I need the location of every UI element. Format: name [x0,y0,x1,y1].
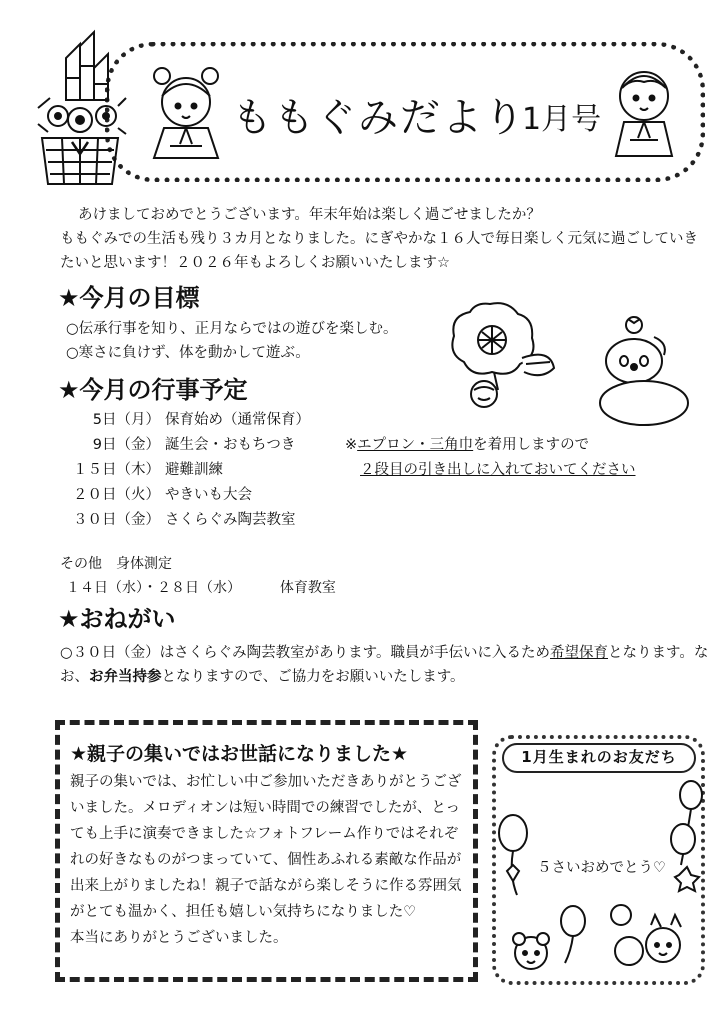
goal-item: ○伝承行事を知り、正月ならではの遊びを楽しむ。 [66,321,398,337]
newsletter-title: ももぐみだより [232,95,526,141]
other-label: その他 身体測定 [60,556,172,572]
camellia-illustration [442,298,557,410]
request-heading: ★おねがい [58,605,176,633]
thanks-body-text: 親子の集いでは、お忙しい中ご参加いただきありがとうございました。メロディオンは短い時間での練習でしたが、とっても上手に演奏できました☆フォトフレーム作りではそれぞれの好きなものがつまっていて、個性あふれる素敵な作品が出来上がりましたね！親子で話ながら楽しそうに作る雰囲気がとても温かく、担任も嬉しい気持ちになりました♡ [70,774,462,920]
schedule-date: ２０日（火） [73,487,160,503]
goal-item: ○寒さに負けず、体を動かして遊ぶ。 [66,345,310,361]
goals-heading: ★今月の目標 [58,284,200,312]
apron-note [345,433,589,454]
other-dates [66,577,336,597]
request-part-2: となります。なお、 [60,645,709,685]
schedule-date: ３０日（金） [73,512,160,528]
request-text [60,641,715,689]
thanks-closing: 本当にありがとうございました。 [70,930,288,946]
schedule-row [60,408,370,432]
schedule-event: 誕生会・おもちつき [165,437,296,453]
schedule-heading: ★今月の行事予定 [58,376,248,404]
kadomatsu-illustration [28,38,128,188]
note-underlined: エプロン・三角巾 [357,437,474,453]
request-underlined: 希望保育 [550,645,608,661]
girl-illustration [150,66,222,162]
note-prefix: ※ [345,437,358,453]
other-dates-text: １４日（水）・２８日（水） [66,580,241,596]
schedule-date: １５日（木） [73,462,160,478]
schedule-event: 避難訓練 [165,462,223,478]
request-part-3: となりますので、ご協力をお願いいたします。 [161,669,465,685]
request-bold: お弁当持参 [89,669,162,685]
schedule-row [60,458,370,482]
bamboo-right [94,54,108,100]
thanks-title: ★親子の集いではお世話になりました★ [70,743,409,765]
apron-note-line-2: ２段目の引き出しに入れておいてください [360,462,636,478]
balloons-illustration [495,775,705,985]
request-part-1: ○３０日（金）はさくらぐみ陶芸教室があります。職員が手伝いに入るため [60,645,550,661]
intro-line-1: あけましておめでとうございます。年末年始は楽しく過ごせましたか？ [78,207,541,223]
intro-line-2: ももぐみでの生活も残り３カ月となりました。にぎやかな１６人で毎日楽しく元気に過ごしていきたいと思います！２０２６年もよろしくお願いいたします☆ [60,231,698,271]
bamboo-left [66,44,80,100]
schedule-event: やきいも大会 [165,487,252,503]
schedule-row [60,433,370,457]
schedule-row [60,508,370,532]
schedule-date: 5日（月） [92,412,160,428]
schedule-date: 9日（金） [92,437,160,453]
issue-label: 1月号 [522,102,602,137]
schedule-event: さくらぐみ陶芸教室 [165,512,296,528]
birthday-message: ５さいおめでとう♡ [537,860,666,876]
thanks-body [70,769,470,951]
intro-text [60,203,710,275]
birthday-title: 1月生まれのお友だち [502,743,696,773]
schedule-row [60,483,370,507]
kagami-mochi-illustration [598,315,698,427]
schedule-event: 保育始め（通常保育） [165,412,310,428]
boy-illustration [612,66,678,158]
other-event: 体育教室 [279,580,336,596]
note-rest: を着用しますので [473,437,590,453]
